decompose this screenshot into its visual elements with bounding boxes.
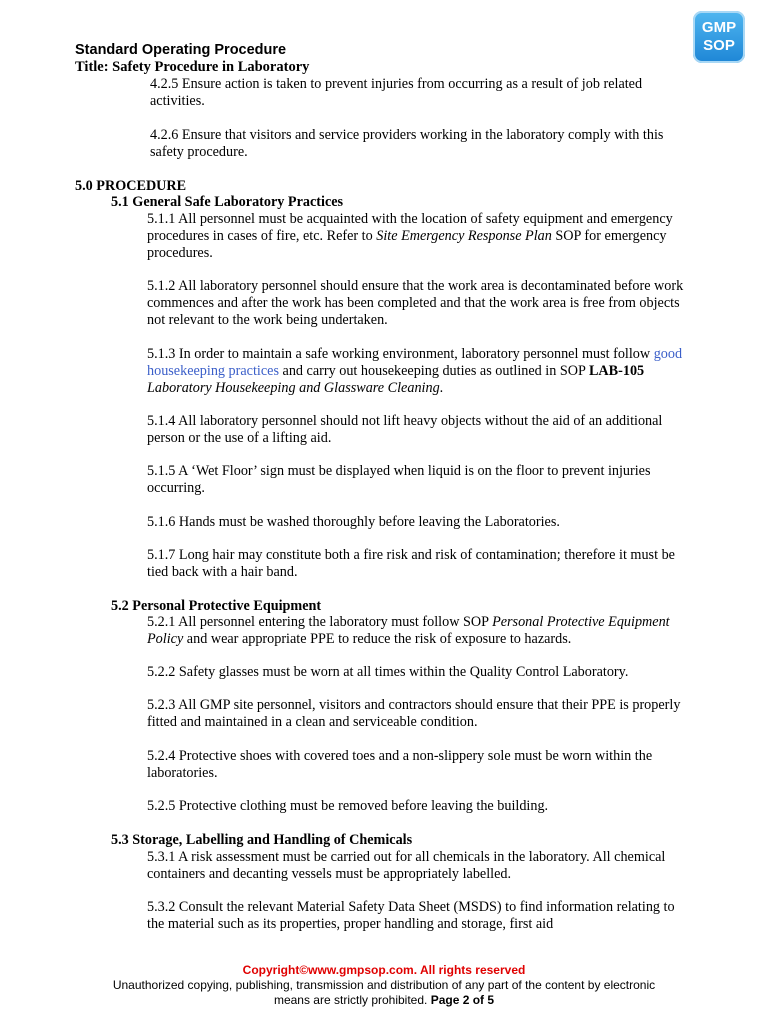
document-subtitle: Title: Safety Procedure in Laboratory bbox=[75, 59, 310, 75]
paragraph-text: 5.1.1 All personnel must be acquainted with the location of safety equipment and emergency procedures in cases of fire, etc. Refer to bbox=[147, 211, 673, 244]
paragraph-5-2-1 bbox=[147, 614, 692, 648]
paragraph-5-1-6: 5.1.6 Hands must be washed thoroughly before leaving the Laboratories. bbox=[147, 514, 560, 530]
paragraph-5-2-3: 5.2.3 All GMP site personnel, visitors and contractors should ensure that their PPE is properly fitted and maintained in a clean and serviceable condition. bbox=[147, 697, 681, 730]
section-heading-5-1: 5.1 General Safe Laboratory Practices bbox=[111, 194, 344, 210]
section-heading-5-3: 5.3 Storage, Labelling and Handling of Chemicals bbox=[111, 832, 413, 848]
document-reference: Personal Protective Equipment Policy bbox=[147, 614, 670, 647]
paragraph-text: 5.1.3 In order to maintain a safe working environment, laboratory personnel must follow bbox=[147, 346, 654, 362]
document-reference: Laboratory Housekeeping and Glassware Cleaning bbox=[147, 380, 440, 396]
paragraph-5-1-2: 5.1.2 All laboratory personnel should ensure that the work area is decontaminated before work commences and after the work has been completed and that the work area is free from objects not relevant to the work being undertaken. bbox=[147, 278, 684, 328]
copyright-notice: Copyright©www.gmpsop.com. All rights reserved bbox=[242, 963, 526, 977]
gmp-sop-logo bbox=[693, 11, 745, 63]
paragraph-5-1-3 bbox=[147, 346, 692, 397]
document-header-title: Standard Operating Procedure bbox=[75, 42, 287, 58]
paragraph-5-1-7: 5.1.7 Long hair may constitute both a fire risk and risk of contamination; therefore it must be tied back with a hair band. bbox=[147, 547, 675, 580]
paragraph-5-2-2: 5.2.2 Safety glasses must be worn at all times within the Quality Control Laboratory. bbox=[147, 664, 629, 680]
document-reference: Site Emergency Response Plan bbox=[376, 228, 552, 244]
paragraph-5-2-5: 5.2.5 Protective clothing must be removed before leaving the building. bbox=[147, 798, 549, 814]
paragraph-5-1-1 bbox=[147, 211, 692, 262]
paragraph-4-2-6: 4.2.6 Ensure that visitors and service providers working in the laboratory comply with this safety procedure. bbox=[150, 127, 664, 160]
section-heading-5-2: 5.2 Personal Protective Equipment bbox=[111, 598, 322, 614]
distribution-notice-text: means are strictly prohibited. bbox=[273, 993, 431, 1007]
logo-text-bottom: SOP bbox=[703, 37, 735, 54]
paragraph-5-3-1: 5.3.1 A risk assessment must be carried out for all chemicals in the laboratory. All chemical containers and decanting vessels must be appropriately labelled. bbox=[147, 849, 666, 882]
paragraph-5-1-4: 5.1.4 All laboratory personnel should not lift heavy objects without the aid of an additional person or the use of a lifting aid. bbox=[147, 413, 663, 446]
paragraph-5-2-4: 5.2.4 Protective shoes with covered toes and a non-slippery sole must be worn within the laboratories. bbox=[147, 748, 653, 781]
sop-code: LAB-105 bbox=[588, 363, 645, 379]
paragraph-text: SOP for emergency procedures. bbox=[147, 228, 667, 261]
page-number: Page 2 of 5 bbox=[430, 993, 495, 1007]
paragraph-text: and carry out housekeeping duties as outlined in SOP bbox=[278, 363, 589, 379]
paragraph-5-1-5: 5.1.5 A ‘Wet Floor’ sign must be displayed when liquid is on the floor to prevent injuries occurring. bbox=[147, 463, 651, 496]
paragraph-text: . bbox=[439, 380, 444, 396]
paragraph-4-2-5: 4.2.5 Ensure action is taken to prevent injuries from occurring as a result of job related activities. bbox=[150, 76, 643, 109]
good-housekeeping-link[interactable]: good housekeeping practices bbox=[147, 346, 683, 379]
distribution-notice: Unauthorized copying, publishing, transmission and distribution of any part of the content by electronic bbox=[112, 978, 656, 992]
paragraph-5-3-2: 5.3.2 Consult the relevant Material Safety Data Sheet (MSDS) to find information relating to the material such as its properties, proper handling and storage, first aid bbox=[147, 899, 675, 932]
distribution-notice-line2 bbox=[0, 993, 768, 1008]
logo-text-top: GMP bbox=[701, 19, 737, 36]
paragraph-text: and wear appropriate PPE to reduce the risk of exposure to hazards. bbox=[183, 631, 572, 647]
paragraph-text: 5.2.1 All personnel entering the laboratory must follow SOP bbox=[147, 614, 493, 630]
section-heading-5-0: 5.0 PROCEDURE bbox=[75, 178, 187, 194]
